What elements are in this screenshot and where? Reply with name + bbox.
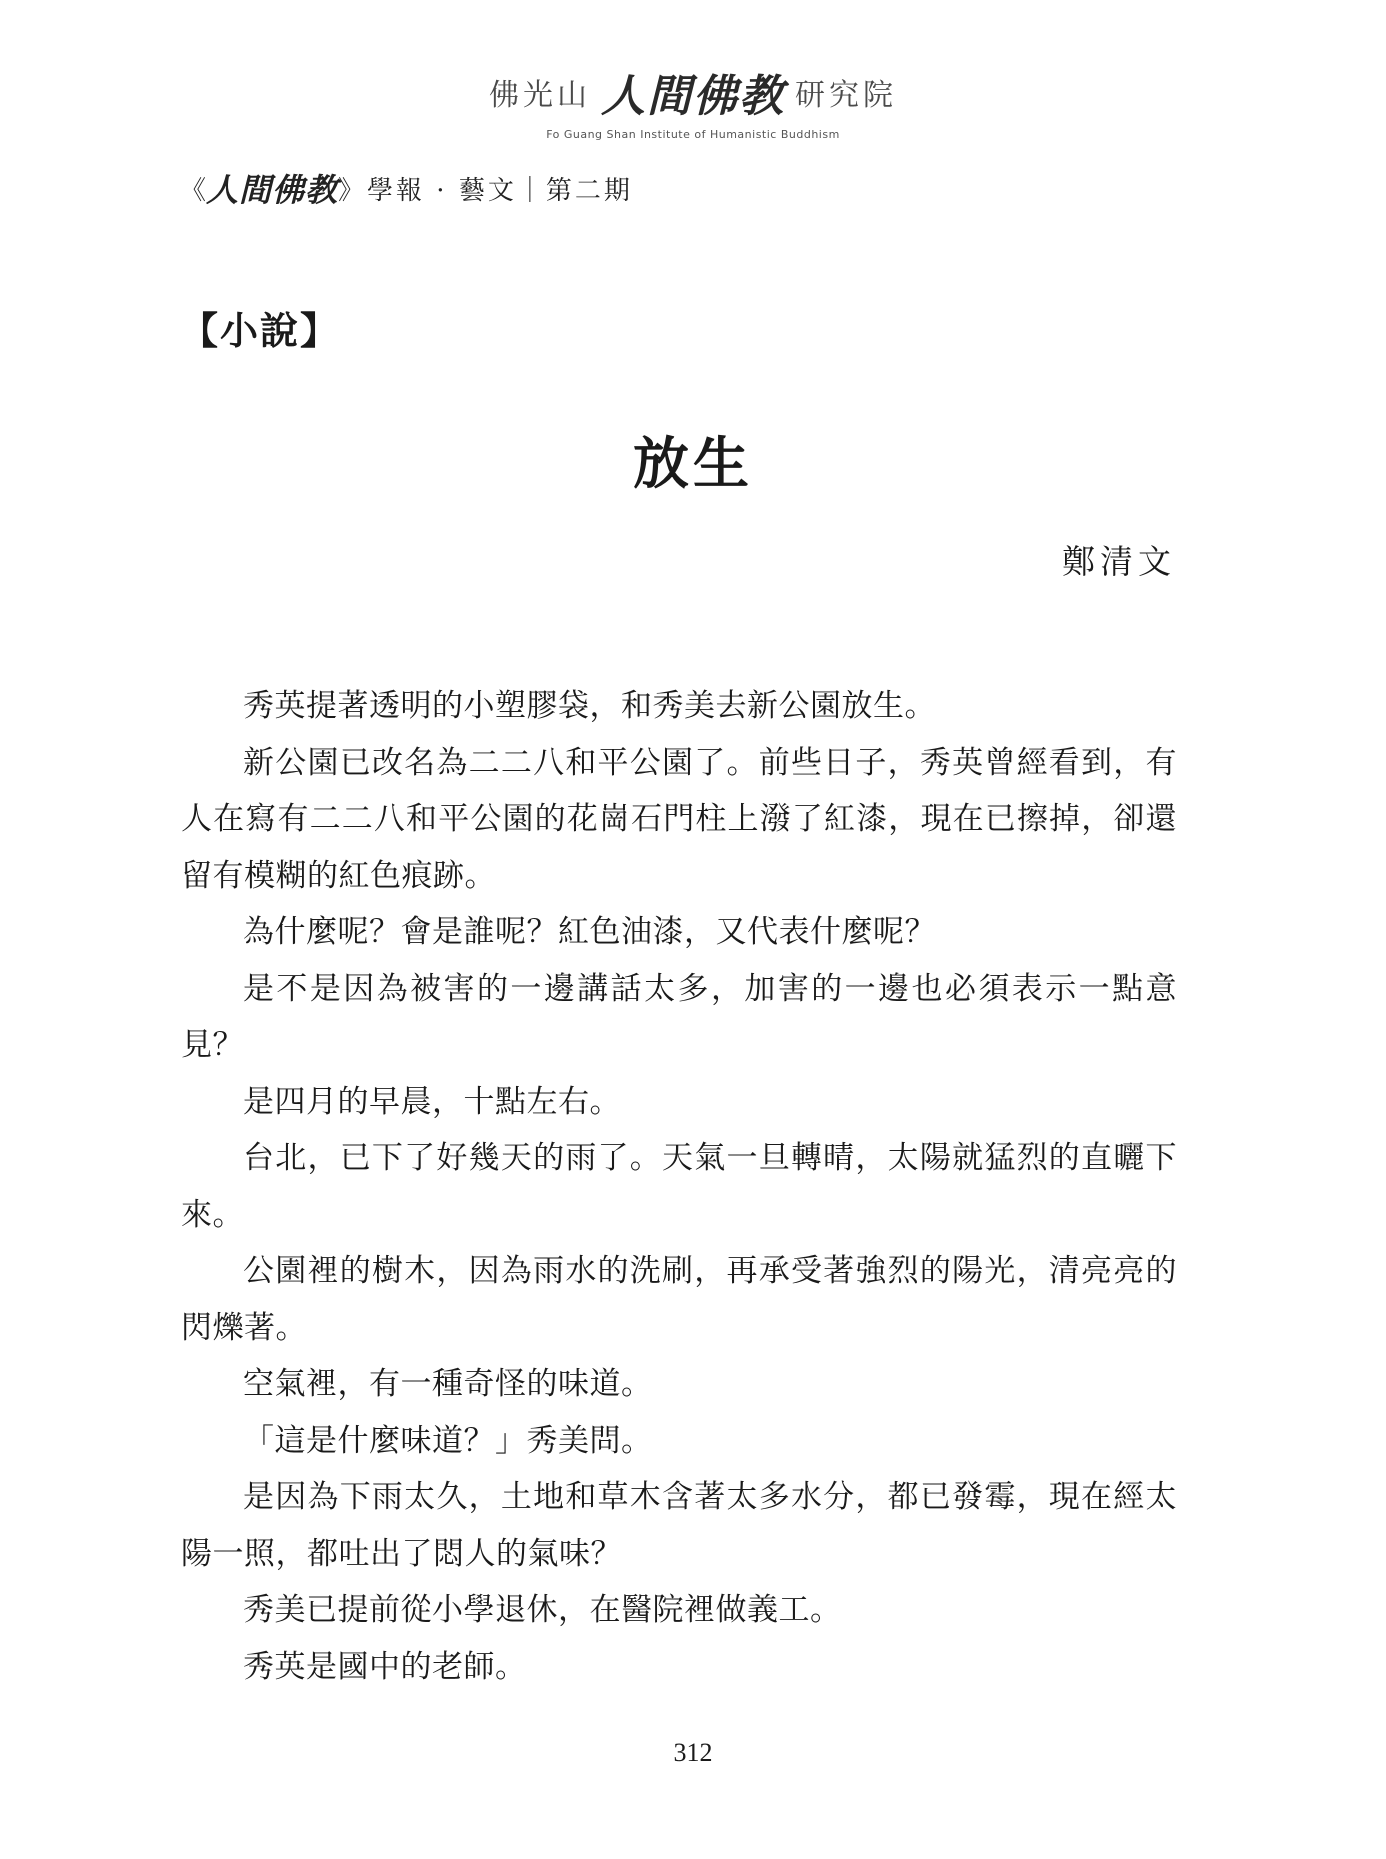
institute-logo-text: 人間佛教 (601, 71, 785, 122)
page-number: 312 (673, 1738, 713, 1767)
paragraph: 新公園已改名為二二八和平公園了。前些日子，秀英曾經看到，有人在寫有二二八和平公園的花崗石門柱上潑了紅漆，現在已擦掉，卻還留有模糊的紅色痕跡。 (181, 744, 1177, 894)
institute-prefix: 佛光山 (489, 78, 591, 113)
journal-open-bracket: 《 (180, 175, 207, 206)
paragraph: 空氣裡，有一種奇怪的味道。 (243, 1366, 653, 1402)
paragraph: 是四月的早晨，十點左右。 (243, 1083, 621, 1120)
section-heading: 【小說】 (180, 308, 341, 353)
institute-suffix: 研究院 (795, 78, 897, 113)
paragraph: 是因為下雨太久，土地和草木含著太多水分，都已發霉，現在經太陽一照，都吐出了悶人的氣味？ (181, 1479, 1177, 1572)
journal-issue: 》學報 · 藝文｜第二期 (338, 175, 633, 206)
paragraph: 是不是因為被害的一邊講話太多，加害的一邊也必須表示一點意見？ (181, 970, 1177, 1063)
institute-header (0, 60, 1386, 141)
paragraph: 秀英提著透明的小塑膠袋，和秀美去新公園放生。 (243, 688, 936, 724)
journal-calligraphy-title: 人間佛教 (206, 171, 339, 209)
paragraph: 為什麼呢？會是誰呢？紅色油漆，又代表什麼呢？ (243, 914, 936, 950)
paragraph: 秀英是國中的老師。 (243, 1648, 527, 1685)
journal-running-header (180, 165, 633, 211)
institute-name (489, 60, 897, 124)
paragraph: 秀美已提前從小學退休，在醫院裡做義工。 (243, 1592, 842, 1628)
article-body (181, 678, 1177, 1695)
article-title: 放生 (633, 431, 753, 497)
paragraph: 台北，已下了好幾天的雨了。天氣一旦轉晴，太陽就猛烈的直曬下來。 (181, 1140, 1177, 1233)
article-author: 鄭清文 (1062, 542, 1176, 581)
institute-english-name: Fo Guang Shan Institute of Humanistic Buddhism (546, 128, 840, 141)
paragraph: 公園裡的樹木，因為雨水的洗刷，再承受著強烈的陽光，清亮亮的閃爍著。 (181, 1253, 1177, 1346)
paragraph: 「這是什麼味道？」秀美問。 (243, 1422, 653, 1459)
